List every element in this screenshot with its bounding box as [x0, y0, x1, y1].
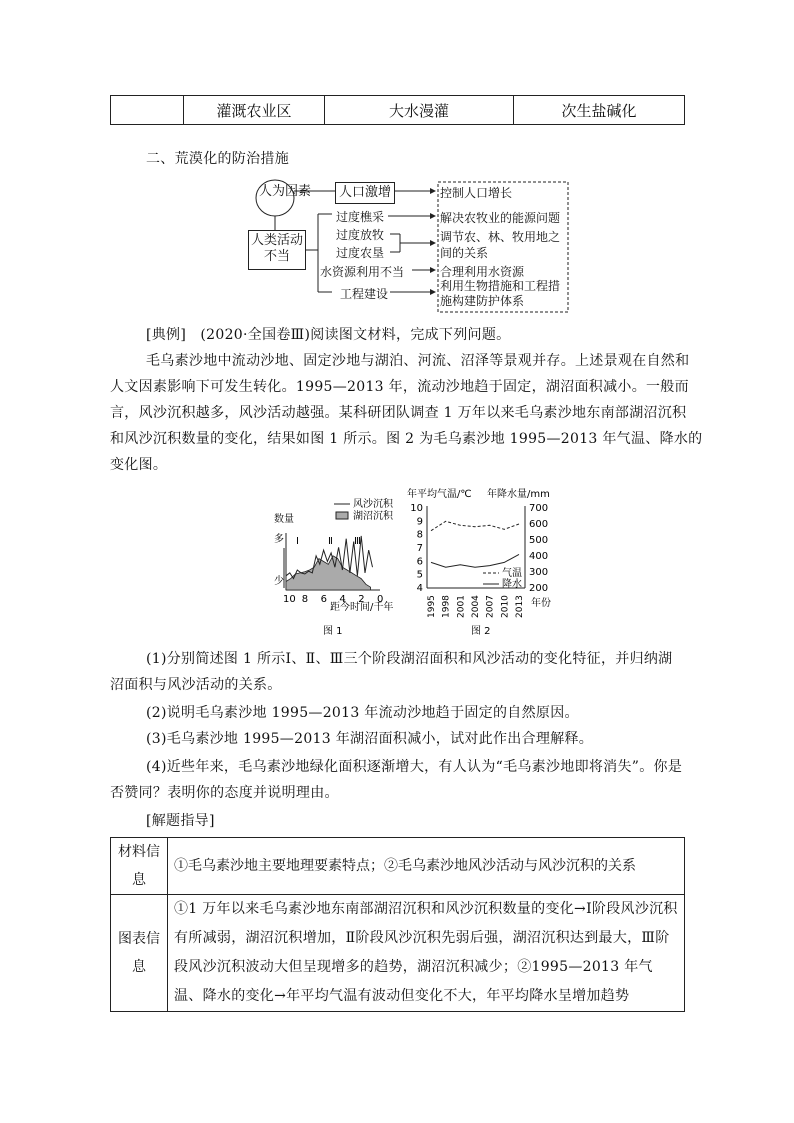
example-intro: [典例] (2020·全国卷Ⅲ)阅读图文材料，完成下列问题。 — [146, 327, 511, 343]
fig1-stage-3: Ⅲ — [354, 536, 361, 547]
question-4-line-1: (4)近些年来，毛乌素沙地绿化面积逐渐增大，有人认为“毛乌素沙地即将消失”。你是 — [146, 759, 683, 775]
fig2-legend-precip: 降水 — [502, 579, 522, 590]
fig1-ytick-many: 多 — [274, 534, 284, 545]
fig2-xlabel: 年份 — [531, 598, 551, 609]
paragraph-line-1: 毛乌素沙地中流动沙地、固定沙地与湖泊、河流、沼泽等景观并存。上述景观在自然和 — [146, 353, 690, 369]
fig1-xtick-label: 8 — [301, 594, 309, 605]
guide-head-material: 材料信息 — [111, 838, 168, 895]
cause-engineering: 工程建设 — [340, 287, 389, 301]
fig1-xtick-label: 10 — [283, 594, 296, 605]
question-4-line-2: 否赞同？表明你的态度并说明理由。 — [110, 785, 339, 801]
fig1-xtick-label: 2 — [358, 594, 365, 605]
section-title: 二、荒漠化的防治措施 — [146, 151, 289, 167]
fig1-stage-2: Ⅱ — [328, 536, 333, 547]
fig2-y1tick-label: 9 — [416, 516, 423, 528]
fig2-ticks — [410, 503, 548, 618]
fig2-y1tick-label: 4 — [416, 583, 423, 594]
fig2-title: 图 2 — [471, 626, 491, 637]
paragraph-line-4: 和风沙沉积数量的变化，结果如图 1 所示。图 2 为毛乌素沙地 1995—2013 年气温、降水的 — [110, 431, 703, 447]
paragraph-line-2: 人文因素影响下可发生转化。1995—2013 年，流动沙地趋于固定，湖沼面积减小。一般而 — [110, 379, 689, 395]
cause-fuel: 过度樵采 — [336, 210, 385, 224]
fig2-y1tick-label: 8 — [416, 529, 423, 541]
guide-body-material: ①毛乌素沙地主要地理要素特点；②毛乌素沙地风沙活动与风沙沉积的关系 — [168, 838, 685, 895]
guide-table — [110, 837, 685, 1012]
fig2-y1label: 年平均气温/℃ — [407, 489, 472, 500]
fig2-y1tick-label: 5 — [416, 569, 423, 581]
question-3: (3)毛乌素沙地 1995—2013 年湖沼面积减小，试对此作出合理解释。 — [146, 731, 594, 747]
measure-population: 控制人口增长 — [440, 186, 513, 200]
fig2-xtick-label: 1998 — [441, 595, 452, 618]
fig2-y1tick-label: 7 — [416, 543, 423, 554]
fig2-legend-temp: 气温 — [502, 568, 522, 579]
root1-label: 人为因素 — [259, 184, 312, 199]
cause-farming: 过度农垦 — [336, 246, 385, 260]
fig2-series-precipitation — [431, 554, 519, 567]
root2-box: 人类活动不当 — [248, 230, 306, 270]
fig2-lines — [431, 521, 519, 567]
guide-body-chart: ①1 万年以来毛乌素沙地东南部湖沼沉积和风沙沉积数量的变化→Ⅰ阶段风沙沉积有所减弱，湖沼沉积增加，Ⅱ阶段风沙沉积先弱后强，湖沼沉积达到最大，Ⅲ阶段风沙沉积波动大但呈现增多的趋势，湖沼沉积减少；②1995—2013 年气温、降水的变化→年平均气温有波动但变化不大，年平均降水呈增加趋势 — [168, 895, 685, 1012]
fig2-y2tick-label: 400 — [529, 551, 549, 562]
question-2: (2)说明毛乌素沙地 1995—2013 年流动沙地趋于固定的自然原因。 — [146, 705, 579, 721]
top-cell-1 — [111, 96, 184, 125]
fig2-xtick-label: 1995 — [427, 595, 437, 618]
measure-energy: 解决农牧业的能源问题 — [440, 211, 561, 225]
fig1-legend-sand: 风沙沉积 — [353, 499, 393, 510]
cause-water: 水资源利用不当 — [320, 265, 405, 279]
fig2-y2tick-label: 200 — [529, 583, 549, 594]
fig1-legend-lake: 湖沼沉积 — [353, 511, 393, 522]
measure-protection: 利用生物措施和工程措施构建防护体系 — [440, 279, 561, 308]
guide-title: [解题指导] — [146, 813, 215, 829]
question-1-line-1: (1)分别简述图 1 所示Ⅰ、Ⅱ、Ⅲ三个阶段湖沼面积和风沙活动的变化特征，并归纳湖 — [146, 651, 673, 667]
measure-landuse: 调节农、林、牧用地之间的关系 — [440, 230, 561, 260]
guide-head-chart: 图表信息 — [111, 895, 168, 1012]
fig1-ylabel: 数量 — [274, 514, 294, 525]
fig2-y2tick-label: 600 — [529, 519, 549, 530]
fig2-y2tick-label: 700 — [529, 503, 549, 514]
cause-grazing: 过度放牧 — [336, 228, 385, 242]
top-table — [110, 95, 685, 125]
fig2-y2label: 年降水量/mm — [487, 489, 550, 500]
fig2-xtick-label: 2001 — [456, 595, 467, 618]
fig2-y2tick-label: 300 — [529, 567, 549, 578]
figure1-chart — [268, 498, 408, 640]
fig2-xtick-label: 2007 — [485, 595, 496, 618]
paragraph-line-3: 言，风沙沉积越多，风沙活动越强。某科研团队调查 1 万年以来毛乌素沙地东南部湖沼沉积 — [110, 405, 687, 421]
fig2-series-temperature — [431, 521, 519, 530]
fig1-legend-swatch — [336, 512, 348, 519]
fig2-y1tick-label: 6 — [416, 556, 423, 568]
paragraph-line-5: 变化图。 — [110, 457, 168, 473]
fig2-xtick-label: 2004 — [471, 595, 481, 618]
fig1-xtick-label: 6 — [320, 594, 327, 605]
measure-water: 合理利用水资源 — [440, 265, 525, 279]
fig1-xtick-label: 0 — [377, 594, 384, 605]
fig1-title: 图 1 — [323, 626, 343, 637]
top-cell-4: 次生盐碱化 — [514, 96, 685, 125]
figure2-chart — [405, 486, 575, 640]
fig2-xtick-label: 2013 — [515, 595, 525, 618]
top-cell-2: 灌溉农业区 — [184, 96, 325, 125]
cause-box-population: 人口激增 — [335, 182, 395, 204]
fig2-y2tick-label: 500 — [529, 535, 549, 546]
fig1-xtick-label: 4 — [339, 594, 346, 605]
top-cell-3: 大水漫灌 — [325, 96, 514, 125]
question-1-line-2: 沼面积与风沙活动的关系。 — [110, 677, 282, 693]
fig1-xlabel: 距今时间/千年 — [330, 602, 394, 613]
fig2-xtick-label: 2010 — [500, 595, 511, 618]
fig1-ytick-few: 少 — [274, 576, 284, 587]
fig2-y1tick-label: 10 — [410, 503, 423, 514]
fig1-stage-1: Ⅰ — [296, 536, 299, 547]
